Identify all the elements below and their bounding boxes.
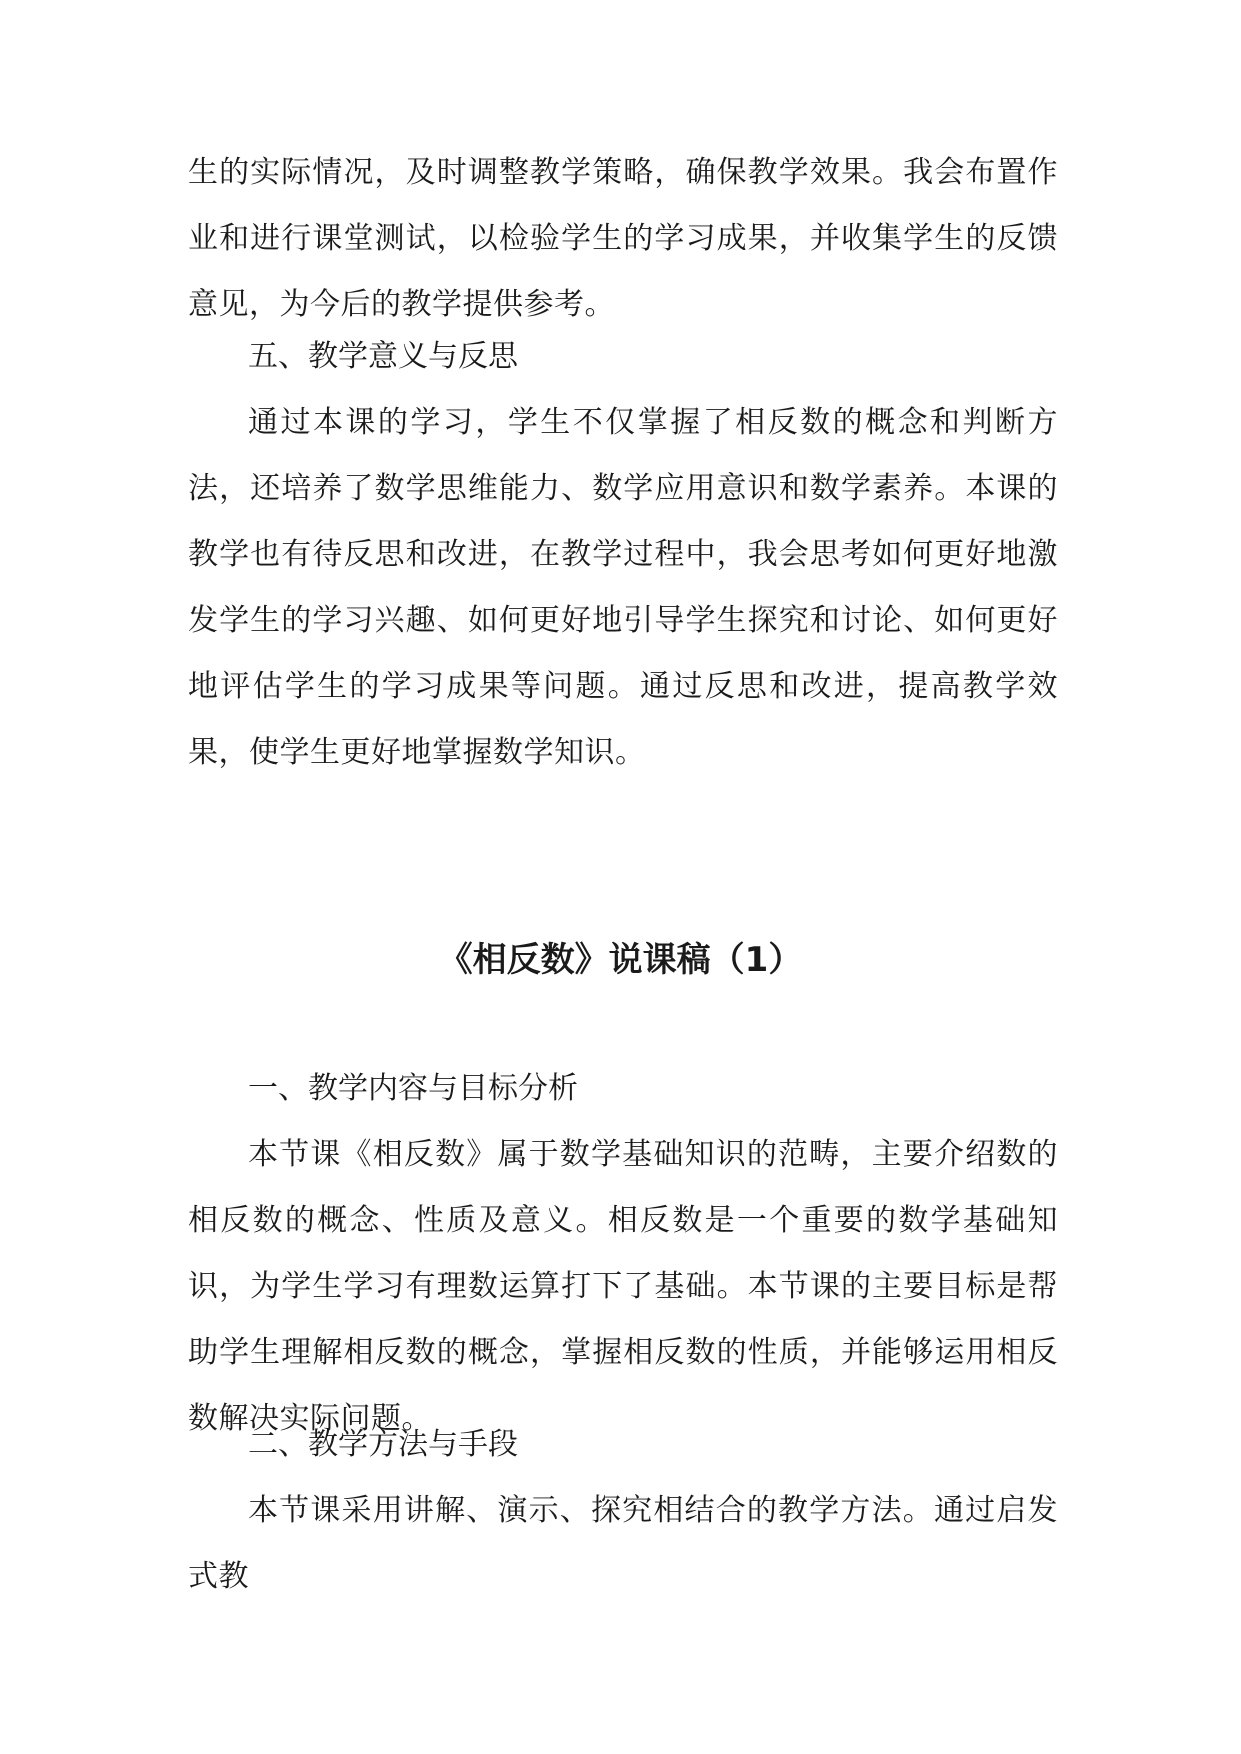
section-heading-5: 五、教学意义与反思	[248, 339, 518, 374]
section-body-5: 通过本课的学习，学生不仅掌握了相反数的概念和判断方法，还培养了数学思维能力、数学应用意识和数学素养。本课的教学也有待反思和改进，在教学过程中，我会思考如何更好地激发学生的学习兴趣、如何更好地引导学生探究和讨论、如何更好地评估学生的学习成果等问题。通过反思和改进，提高教学效果，使学生更好地掌握数学知识。	[188, 405, 1058, 770]
section-heading-2: 二、教学方法与手段	[248, 1427, 518, 1462]
document-title: 《相反数》说课稿（1）	[438, 940, 803, 980]
section-body-2: 本节课采用讲解、演示、探究相结合的教学方法。通过启发式教	[188, 1493, 1058, 1594]
section-body-1: 本节课《相反数》属于数学基础知识的范畴，主要介绍数的相反数的概念、性质及意义。相反数是一个重要的数学基础知识，为学生学习有理数运算打下了基础。本节课的主要目标是帮助学生理解相反数的概念，掌握相反数的性质，并能够运用相反数解决实际问题。	[188, 1137, 1058, 1436]
section-heading-1: 一、教学内容与目标分析	[248, 1071, 578, 1106]
continued-paragraph: 生的实际情况，及时调整教学策略，确保教学效果。我会布置作业和进行课堂测试，以检验学生的学习成果，并收集学生的反馈意见，为今后的教学提供参考。	[188, 155, 1058, 322]
